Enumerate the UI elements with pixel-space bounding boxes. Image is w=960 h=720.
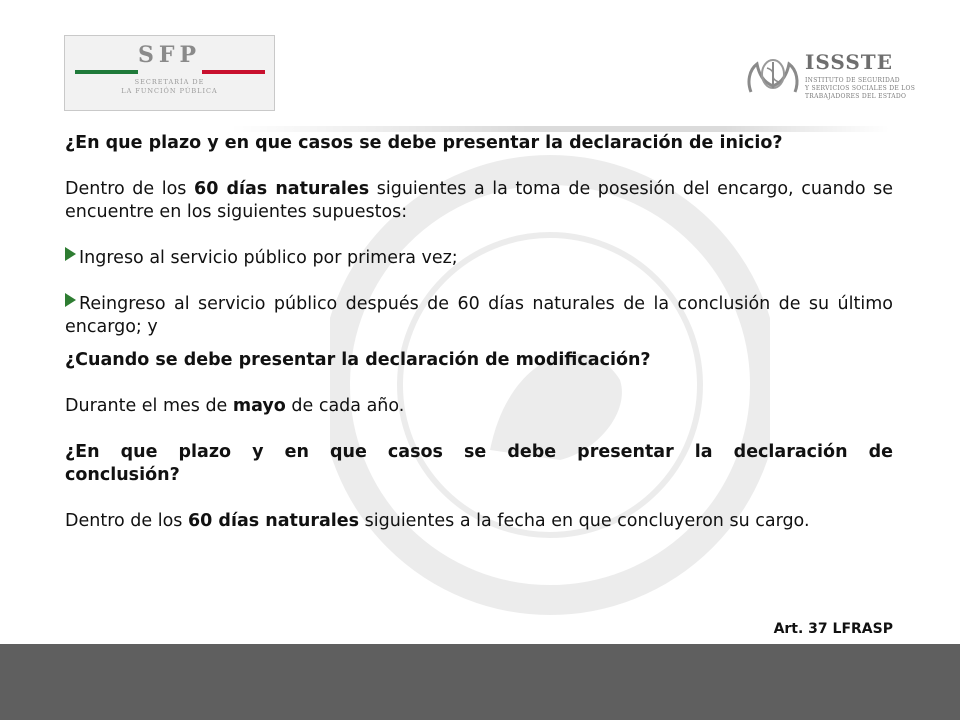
answer-modificacion-text-a: Durante el mes de (65, 396, 233, 416)
answer-conclusion-text-a: Dentro de los (65, 511, 188, 531)
answer-modificacion-text-c: de cada año. (285, 396, 405, 416)
bullet-item-reingreso-text: Reingreso al servicio público después de 60 días naturales de la conclusión de su último encargo; y (65, 294, 893, 337)
sfp-logo-line1: SECRETARÍA DE (134, 78, 205, 86)
question-modificacion: ¿Cuando se debe presentar la declaración de modificación? (65, 350, 651, 370)
answer-conclusion-highlight: 60 días naturales (187, 511, 360, 531)
answer-inicio-text-c: siguientes a la toma de posesión del encargo, cuando se encuentre en los siguientes supuestos: (65, 179, 893, 222)
sfp-logo (64, 35, 275, 111)
answer-conclusion (65, 510, 893, 533)
footer-bar (0, 644, 960, 720)
main-content (65, 130, 893, 533)
question-inicio: ¿En que plazo y en que casos se debe presentar la declaración de inicio? (65, 133, 783, 153)
answer-inicio (65, 178, 893, 224)
arrow-bullet-icon (65, 293, 76, 307)
question-conclusion-line1: ¿En que plazo y en que casos se debe presentar la declaración de (65, 442, 893, 462)
bullet-item-ingreso-text: Ingreso al servicio público por primera vez; (79, 248, 458, 268)
bullet-item-reingreso (65, 293, 893, 339)
answer-inicio-highlight: 60 días naturales (194, 179, 370, 199)
legal-reference: Art. 37 LFRASP (773, 621, 893, 637)
issste-logo-line2: Y SERVICIOS SOCIALES DE LOS (805, 85, 916, 92)
issste-logo-line3: TRABAJADORES DEL ESTADO (805, 93, 907, 100)
bullet-item-ingreso (65, 247, 893, 270)
arrow-bullet-icon (65, 247, 76, 261)
flag-stripe (75, 70, 265, 74)
sfp-logo-title: SFP (137, 42, 202, 68)
hands-caduceus-icon (745, 52, 801, 104)
answer-modificacion (65, 395, 893, 418)
sfp-logo-line2: LA FUNCIÓN PÚBLICA (121, 87, 218, 95)
issste-logo-line1: INSTITUTO DE SEGURIDAD (805, 77, 900, 84)
issste-logo-name: ISSSTE (805, 50, 893, 74)
answer-modificacion-highlight: mayo (232, 396, 286, 416)
answer-inicio-text-a: Dentro de los (65, 179, 195, 199)
answer-conclusion-text-c: siguientes a la fecha en que concluyeron su cargo. (359, 511, 810, 531)
issste-logo (745, 50, 916, 105)
question-conclusion-line2: conclusión? (65, 465, 180, 485)
